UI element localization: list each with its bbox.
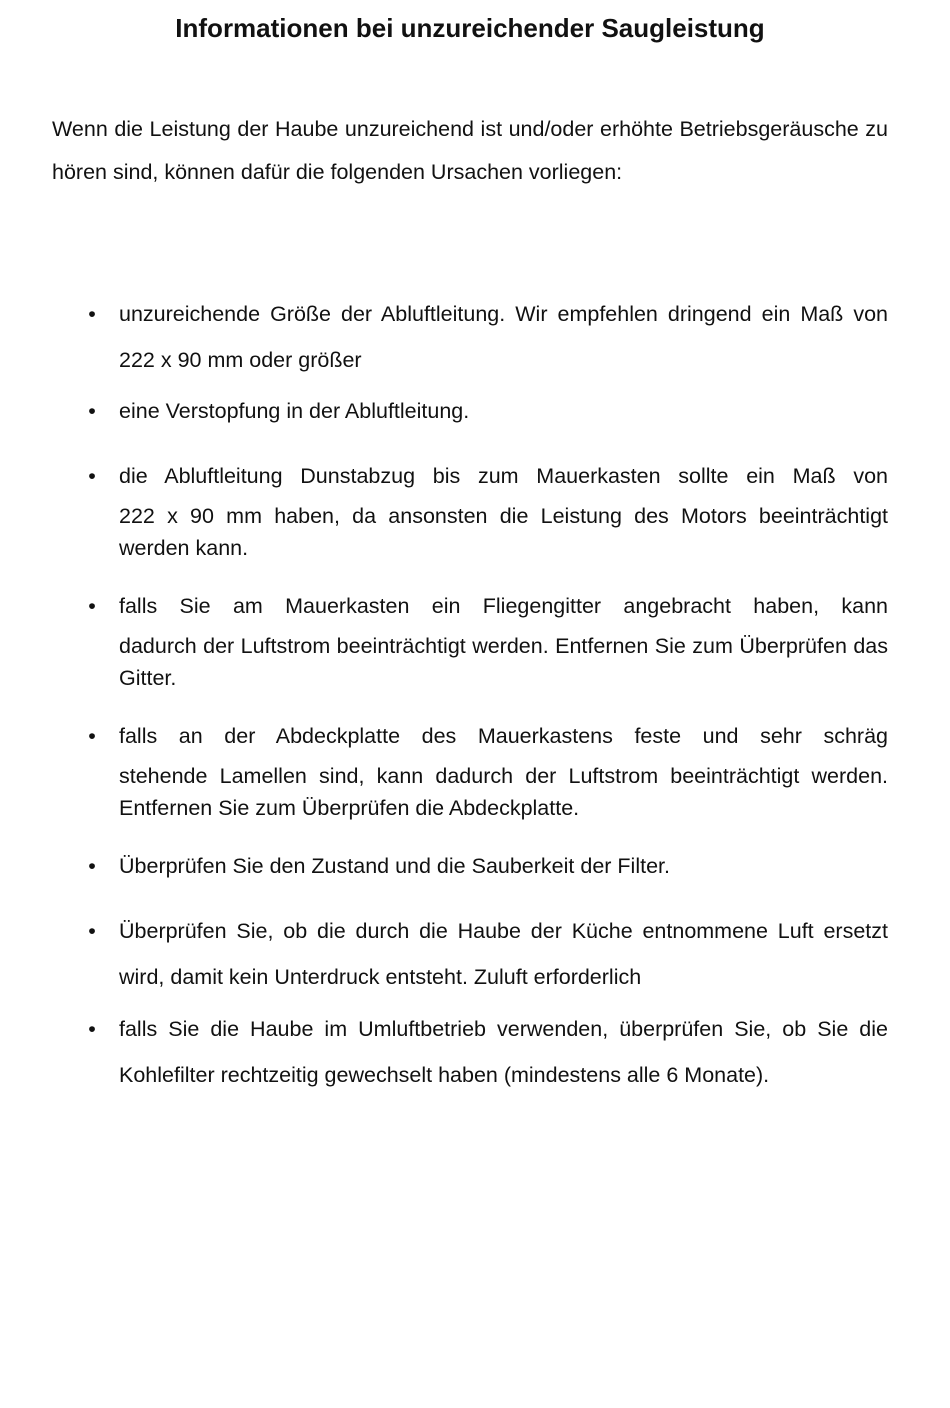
bullet: • <box>88 1017 96 1041</box>
list-item <box>88 1006 888 1098</box>
list-item-text: unzureichende Größe der Abluftleitung. Wir empfehlen dringend ein Maß von 222 x 90 mm oder größer <box>119 302 888 372</box>
list-item-text-line1: falls Sie am Mauerkasten ein Fliegengitter angebracht haben, kann <box>119 594 888 618</box>
list-item-text-line2: 222 x 90 mm haben, da ansonsten die Leistung des Motors beeinträchtigt werden kann. <box>119 504 888 560</box>
list-item <box>88 713 888 824</box>
list-item <box>88 908 888 1000</box>
list-item-text-line2: dadurch der Luftstrom beeinträchtigt werden. Entfernen Sie zum Überprüfen das Gitter. <box>119 634 888 690</box>
list-item-text-line1: die Abluftleitung Dunstabzug bis zum Mauerkasten sollte ein Maß von <box>119 464 888 488</box>
intro-paragraph: Wenn die Leistung der Haube unzureichend ist und/oder erhöhte Betriebsgeräusche zu hören sind, können dafür die folgenden Ursachen vorliegen: <box>52 117 888 184</box>
list-item <box>88 291 888 383</box>
bullet: • <box>88 464 96 488</box>
list-item-text-line1: falls an der Abdeckplatte des Mauerkastens feste und sehr schräg <box>119 724 888 748</box>
list-item <box>88 843 888 889</box>
bullet: • <box>88 854 96 878</box>
bullet: • <box>88 302 96 326</box>
list-item-text: eine Verstopfung in der Abluftleitung. <box>119 399 470 423</box>
list-item <box>88 388 888 434</box>
bullet: • <box>88 919 96 943</box>
list-item <box>88 583 888 694</box>
list-item <box>88 453 888 564</box>
list-item-text: falls Sie die Haube im Umluftbetrieb verwenden, überprüfen Sie, ob Sie die Kohlefilter rechtzeitig gewechselt haben (mindestens alle 6 Monate). <box>119 1017 888 1087</box>
bullet: • <box>88 399 96 423</box>
list-item-text-line2: stehende Lamellen sind, kann dadurch der Luftstrom beeinträchtigt werden. Entfernen Sie zum Überprüfen die Abdeckplatte. <box>119 764 888 820</box>
list-item-text: Überprüfen Sie den Zustand und die Sauberkeit der Filter. <box>119 854 670 878</box>
bullet: • <box>88 724 96 748</box>
bullet: • <box>88 594 96 618</box>
list-item-text: Überprüfen Sie, ob die durch die Haube der Küche entnommene Luft ersetzt wird, damit kein Unterdruck entsteht. Zuluft erforderlich <box>119 919 888 989</box>
page-title: Informationen bei unzureichender Saugleistung <box>175 13 765 43</box>
